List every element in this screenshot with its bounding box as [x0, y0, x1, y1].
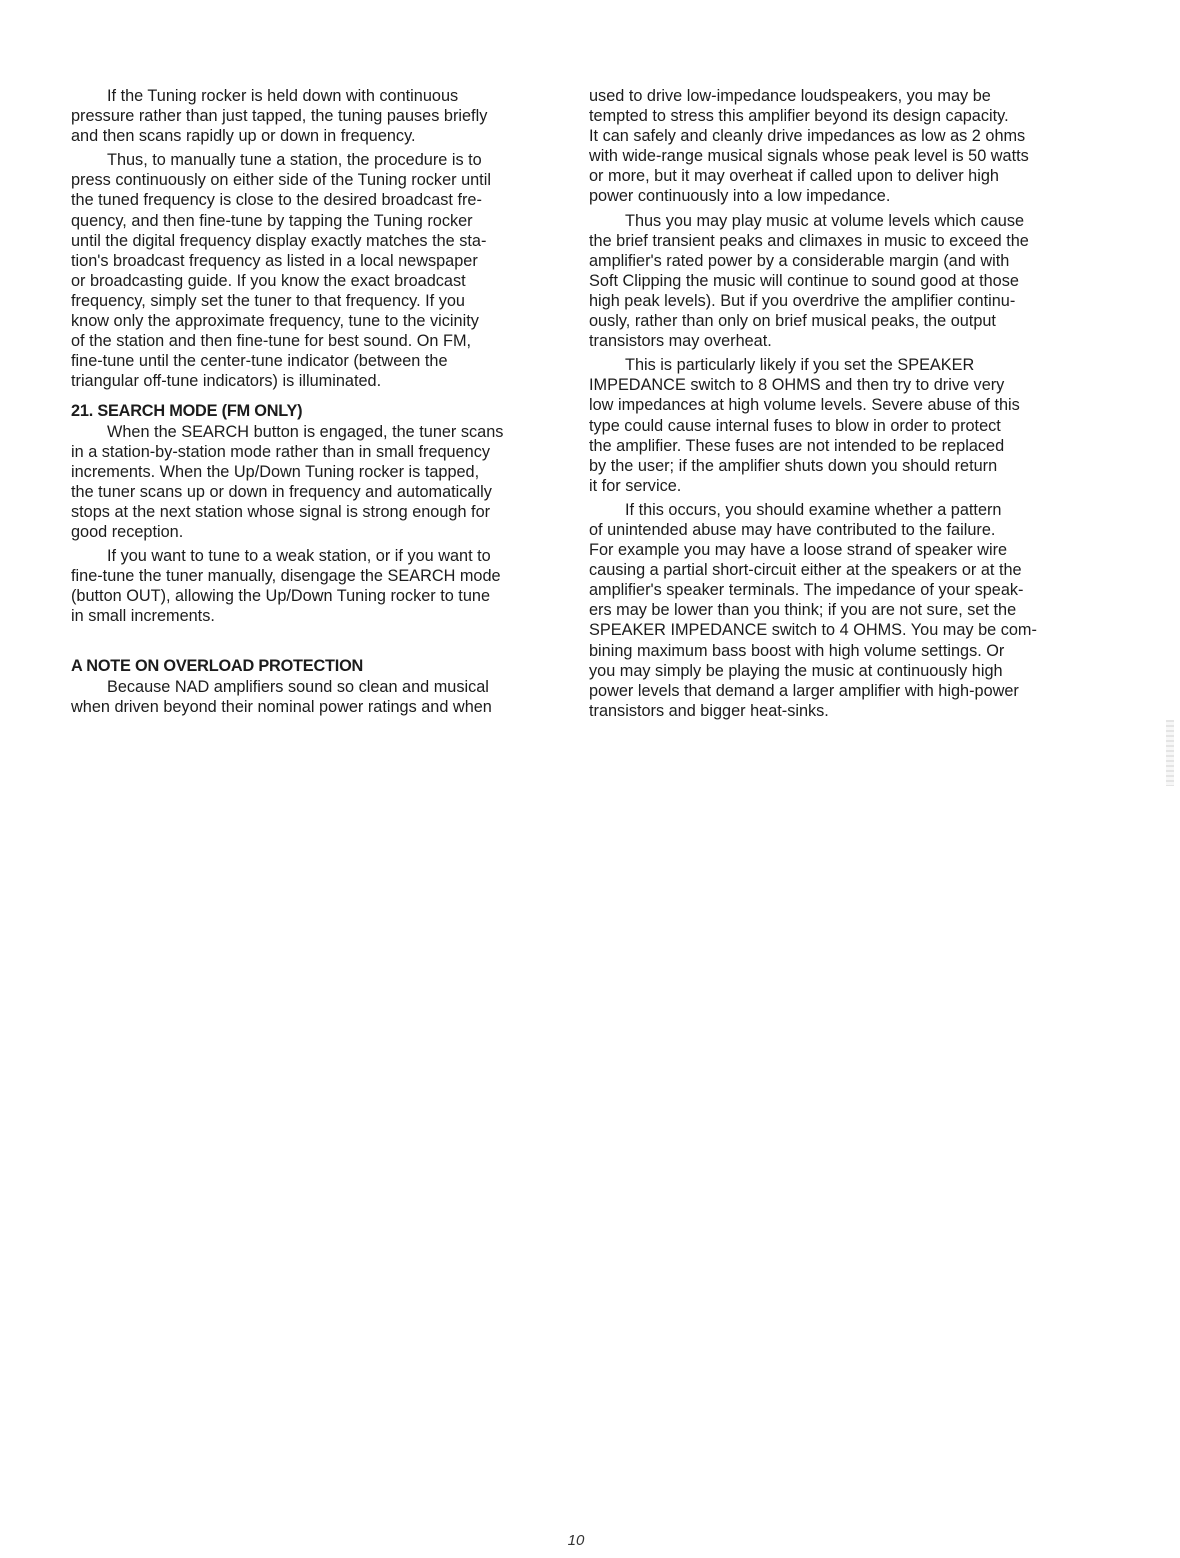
scan-margin-mark — [1166, 720, 1174, 786]
manual-tuning-paragraph: Thus, to manually tune a station, the procedure is to press continuously on either side of the Tuning rocker until the tuned frequency is close to the desired broadcast fre- quency, and then fine-tune by tapping the Tuning rocker until the digital frequency display exactly matches the sta- tion's broadcast frequency as listed in a local newspaper or broadcasting guide. If you know the exact broadcast frequency, simply set the tuner to that frequency. If you know only the approximate frequency, tune to the vicinity of the station and then fine-tune for best sound. On FM, fine-tune until the center-tune indicator (between the triangular off-tune indicators) is illuminated. — [71, 151, 491, 391]
right-column — [589, 86, 1087, 725]
overload-protection-heading: A NOTE ON OVERLOAD PROTECTION — [71, 657, 364, 676]
speaker-impedance-paragraph: This is particularly likely if you set the SPEAKER IMPEDANCE switch to 8 OHMS and then try to drive very low impedances at high volume levels. Severe abuse of this type could cause internal fuses to blow in order to protect the amplifier. These fuses are not intended to be replaced by the user; if the amplifier shuts down you should return it for service. — [589, 356, 1020, 495]
search-mode-paragraph: When the SEARCH button is engaged, the tuner scans in a station-by-station mode rather than in small frequency increments. When the Up/Down Tuning rocker is tapped, the tuner scans up or down in frequency and automatically stops at the next station whose signal is strong enough for good reception. — [71, 422, 504, 541]
page-number: 10 — [567, 1532, 585, 1549]
abuse-pattern-paragraph: If this occurs, you should examine whether a pattern of unintended abuse may have contributed to the failure. For example you may have a loose strand of speaker wire causing a partial short-circuit either at the speakers or at the amplifier's speaker terminals. The impedance of your speak- ers may be lower than you think; if you are not sure, set the SPEAKER IMPEDANCE switch to 4 OHMS. You may be com- bining maximum bass boost with high volume settings. Or you may simply be playing the music at continuously high power levels that demand a larger amplifier with high-power transistors and bigger heat-sinks. — [589, 500, 1037, 720]
volume-levels-paragraph: Thus you may play music at volume levels which cause the brief transient peaks and climaxes in music to exceed the amplifier's rated power by a considerable margin (and with Soft Clipping the music will continue to sound good at those high peak levels). But if you overdrive the amplifier continu- ously, rather than only on brief musical peaks, the output transistors may overheat. — [589, 211, 1029, 351]
left-column — [71, 86, 546, 721]
low-impedance-paragraph: used to drive low-impedance loudspeakers, you may be tempted to stress this amplifier beyond its design capacity. It can safely and cleanly drive impedances as low as 2 ohms with wide-range musical signals whose peak level is 50 watts or more, but it may overheat if called upon to deliver high power continuously into a low impedance. — [589, 87, 1029, 206]
search-mode-heading: 21. SEARCH MODE (FM ONLY) — [71, 402, 303, 421]
weak-station-paragraph: If you want to tune to a weak station, or if you want to fine-tune the tuner manually, disengage the SEARCH mode (button OUT), allowing the Up/Down Tuning rocker to tune in small increments. — [71, 547, 501, 626]
overload-intro-paragraph: Because NAD amplifiers sound so clean and musical when driven beyond their nominal power ratings and when — [71, 677, 492, 716]
tuning-rocker-hold-paragraph: If the Tuning rocker is held down with continuous pressure rather than just tapped, the tuning pauses briefly and then scans rapidly up or down in frequency. — [71, 87, 488, 146]
